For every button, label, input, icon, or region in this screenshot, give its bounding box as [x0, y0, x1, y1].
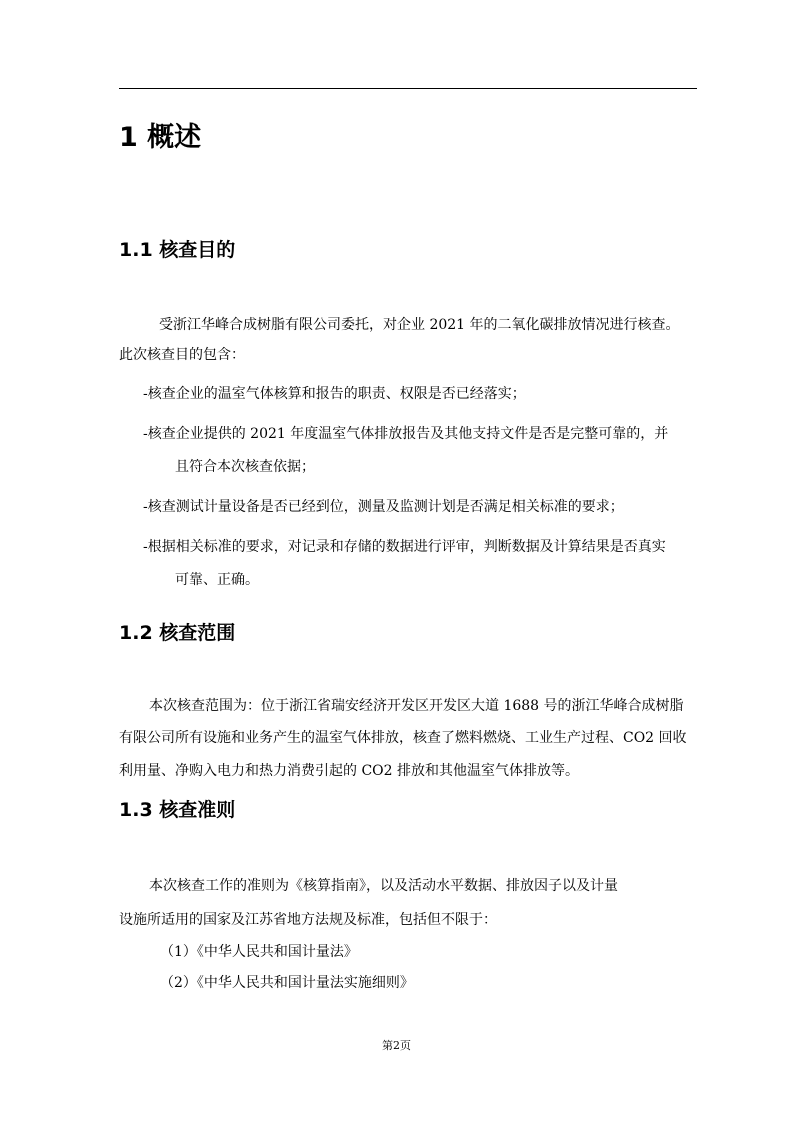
list-item: -核查测试计量设备是否已经到位，测量及监测计划是否满足相关标准的要求；	[143, 499, 624, 515]
list-item-continuation: 且符合本次核查依据；	[175, 459, 315, 475]
chapter-title: 1 概述	[119, 122, 202, 153]
paragraph-line: 受浙江华峰合成树脂有限公司委托，对企业 2021 年的二氧化碳排放情况进行核查。	[159, 317, 680, 333]
paragraph-line: 此次核查目的包含：	[119, 347, 245, 363]
reference-item: （2）《中华人民共和国计量法实施细则》	[160, 975, 414, 991]
section-heading-purpose: 1.1 核查目的	[119, 239, 236, 261]
section-heading-criteria: 1.3 核查准则	[119, 799, 236, 821]
section-heading-scope: 1.2 核查范围	[119, 622, 236, 644]
paragraph-line: 利用量、净购入电力和热力消费引起的 CO2 排放和其他温室气体排放等。	[119, 763, 579, 779]
list-item: -核查企业提供的 2021 年度温室气体排放报告及其他支持文件是否是完整可靠的，并	[143, 426, 669, 442]
paragraph-line: 本次核查工作的准则为《核算指南》，以及活动水平数据、排放因子以及计量	[149, 878, 618, 894]
paragraph-line: 有限公司所有设施和业务产生的温室气体排放，核查了燃料燃烧、工业生产过程、CO2 回收	[119, 730, 687, 746]
list-item: -核查企业的温室气体核算和报告的职责、权限是否已经落实；	[143, 386, 526, 402]
page-number: 第2页	[382, 1039, 411, 1052]
list-item-continuation: 可靠、正确。	[175, 572, 259, 588]
reference-item: （1）《中华人民共和国计量法》	[160, 944, 358, 960]
list-item: -根据相关标准的要求，对记录和存储的数据进行评审，判断数据及计算结果是否真实	[143, 539, 666, 555]
header-rule	[119, 88, 697, 89]
paragraph-line: 设施所适用的国家及江苏省地方法规及标准，包括但不限于：	[119, 912, 497, 928]
paragraph-line: 本次核查范围为：位于浙江省瑞安经济开发区开发区大道 1688 号的浙江华峰合成树脂	[149, 698, 684, 714]
